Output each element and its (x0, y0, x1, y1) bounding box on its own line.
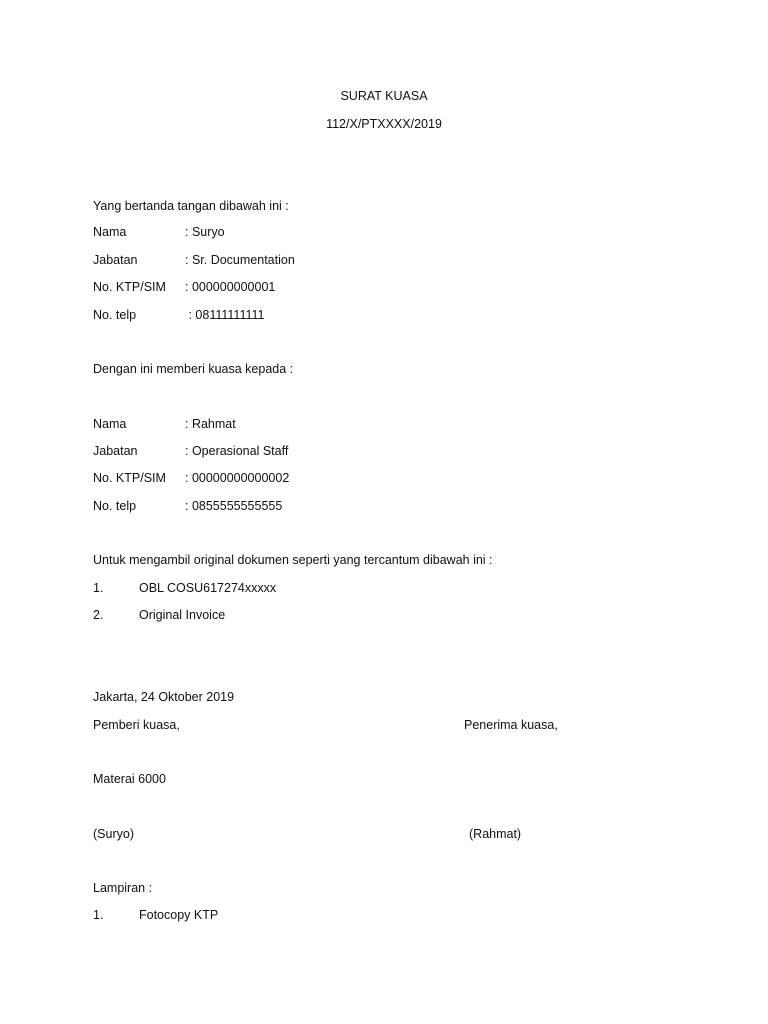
item-number: 1. (93, 581, 104, 595)
item-text: Original Invoice (139, 608, 226, 622)
place-date: Jakarta, 24 Oktober 2019 (93, 690, 235, 704)
field-label: No. telp (93, 308, 137, 322)
field-label: No. KTP/SIM (93, 280, 166, 294)
attachments-label: Lampiran : (93, 881, 153, 895)
field-label: Jabatan (93, 253, 138, 267)
documents-intro: Untuk mengambil original dokumen seperti yang tercantum dibawah ini : (93, 553, 493, 567)
field-value: : 08111111111 (185, 308, 265, 322)
grantor-intro: Yang bertanda tangan dibawah ini : (93, 199, 289, 213)
field-label: Nama (93, 225, 127, 239)
field-value: : 00000000000002 (185, 471, 290, 485)
item-number: 1. (93, 908, 104, 922)
field-value: : 0855555555555 (185, 499, 283, 513)
item-text: OBL COSU617274xxxxx (139, 581, 277, 595)
stamp-duty-note: Materai 6000 (93, 772, 166, 786)
letter-title: SURAT KUASA (340, 89, 428, 103)
item-number: 2. (93, 608, 104, 622)
field-label: Nama (93, 417, 127, 431)
field-value: : Operasional Staff (185, 444, 289, 458)
field-label: Jabatan (93, 444, 138, 458)
letter-number: 112/X/PTXXXX/2019 (326, 117, 442, 131)
grantor-signature-name: (Suryo) (93, 827, 134, 841)
grantee-intro: Dengan ini memberi kuasa kepada : (93, 362, 294, 376)
field-value: : Rahmat (185, 417, 236, 431)
grantor-signature-label: Pemberi kuasa, (93, 718, 180, 732)
grantee-signature-name: (Rahmat) (469, 827, 522, 841)
grantee-signature-label: Penerima kuasa, (464, 718, 558, 732)
field-label: No. KTP/SIM (93, 471, 166, 485)
field-label: No. telp (93, 499, 137, 513)
item-text: Fotocopy KTP (139, 908, 219, 922)
field-value: : Sr. Documentation (185, 253, 295, 267)
field-value: : Suryo (185, 225, 225, 239)
field-value: : 000000000001 (185, 280, 276, 294)
